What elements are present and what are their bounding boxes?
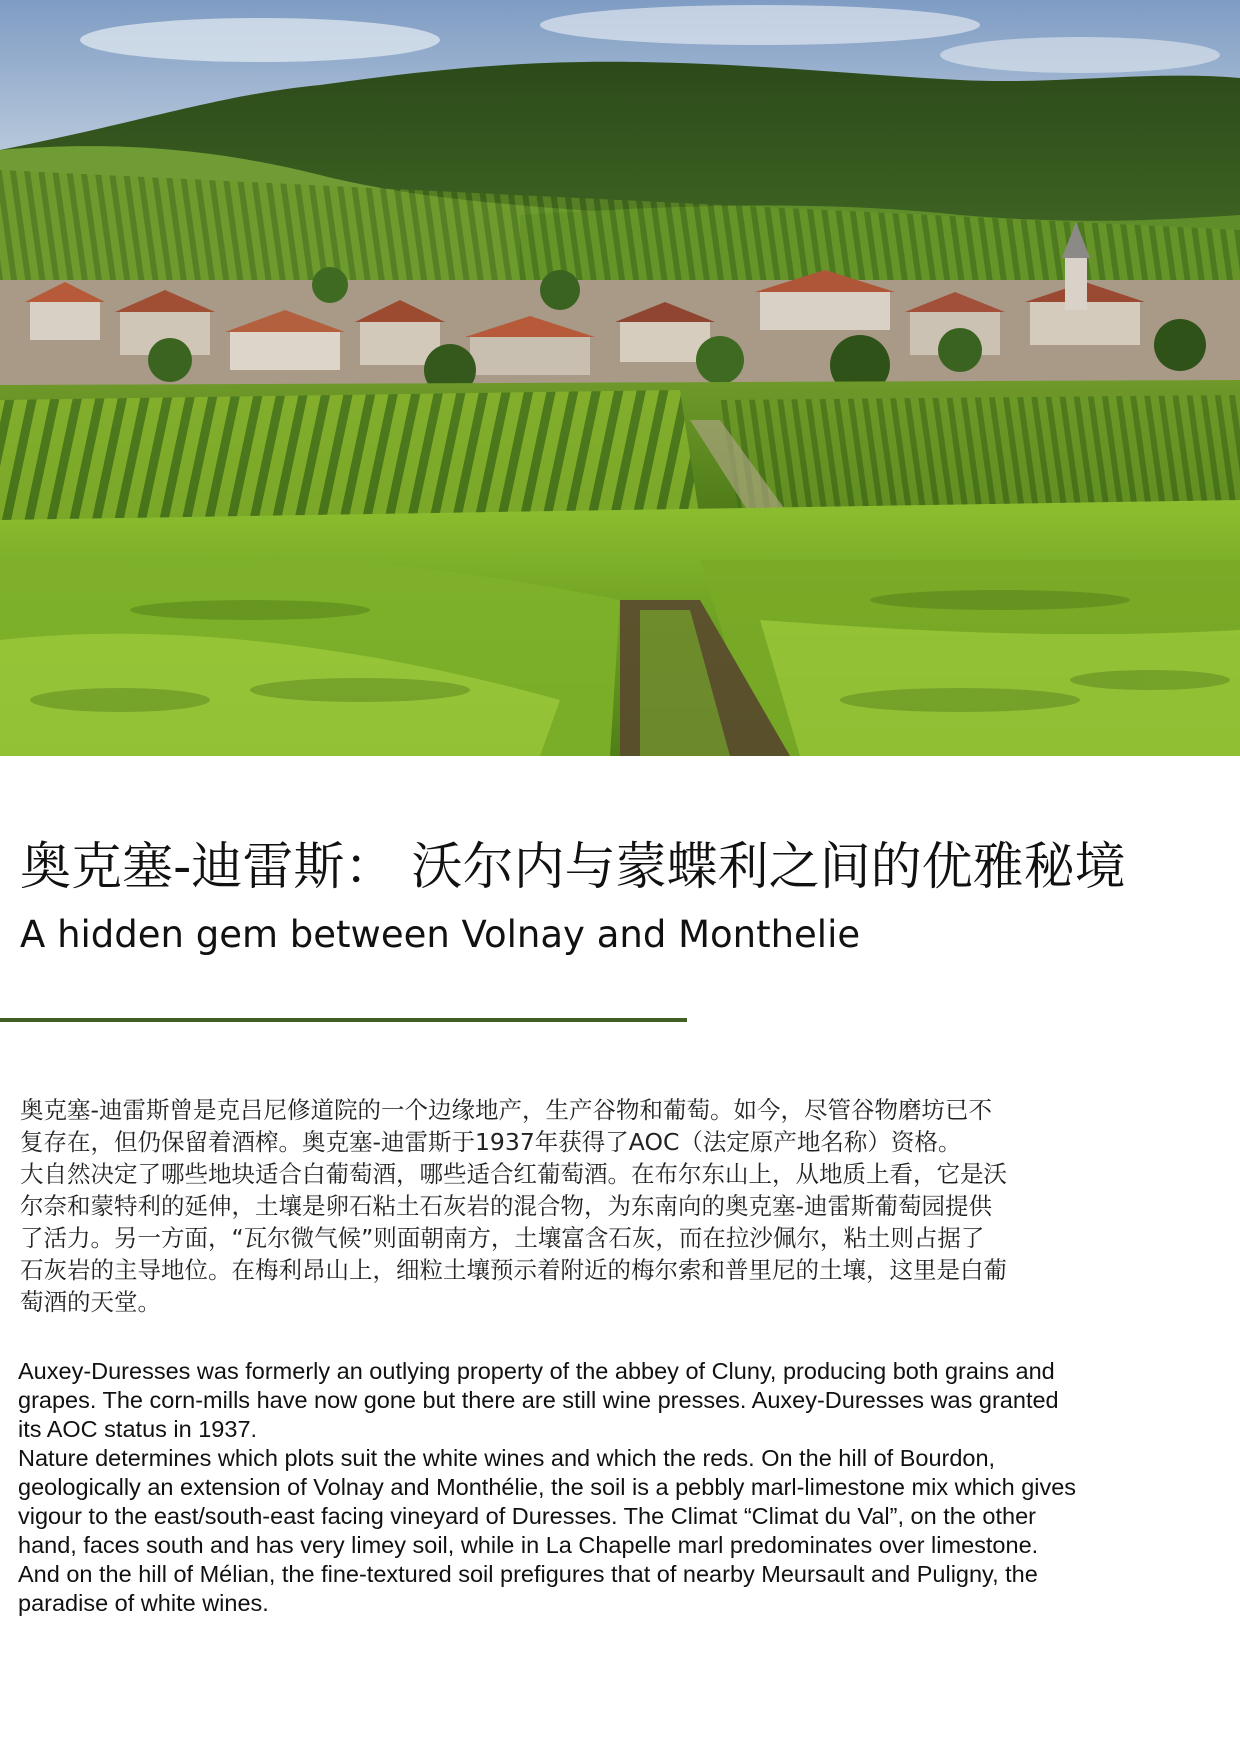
title-english: A hidden gem between Volnay and Monthelie [20, 913, 861, 956]
vineyard-hero-image [0, 0, 1240, 756]
body-text-chinese: 奥克塞-迪雷斯曾是克吕尼修道院的一个边缘地产，生产谷物和葡萄。如今，尽管谷物磨坊已不 复存在，但仍保留着酒榨。奥克塞-迪雷斯于1937年获得了AOC（法定原产地名称）资格。 大自然决定了哪些地块适合白葡萄酒，哪些适合红葡萄酒。在布尔东山上，从地质上看，它是沃 尔奈和蒙特利的延伸，土壤是卵石粘土石灰岩的混合物，为东南向的奥克塞-迪雷斯葡萄园提供 了活力。另一方面，“瓦尔微气候”则面朝南方，土壤富含石灰，而在拉沙佩尔，粘土则占据了 石灰岩的主导地位。在梅利昂山上，细粒土壤预示着附近的梅尔索和普里尼的土壤，这里是白葡 萄酒的天堂。 [20, 1096, 1007, 1316]
title-chinese: 奥克塞-迪雷斯： 沃尔内与蒙蝶利之间的优雅秘境 [20, 838, 1126, 897]
body-text-english: Auxey-Duresses was formerly an outlying property of the abbey of Cluny, producing both grains and grapes. The corn-mills have now gone but there are still wine presses. Auxey-Duresses was granted its AOC status in 1937. Nature determines which plots suit the white wines and which the reds. On the hill of Bourdon, geologically an extension of Volnay and Monthélie, the soil is a pebbly marl-limestone mix which gives vigour to the east/south-east facing vineyard of Duresses. The Climat “Climat du Val”, on the other hand, faces south and has very limey soil, while in La Chapelle marl predominates over limestone. And on the hill of Mélian, the fine-textured soil prefigures that of nearby Meursault and Puligny, the paradise of white wines. [18, 1358, 1077, 1616]
divider-rule [0, 1018, 687, 1022]
title-block [20, 838, 1220, 957]
